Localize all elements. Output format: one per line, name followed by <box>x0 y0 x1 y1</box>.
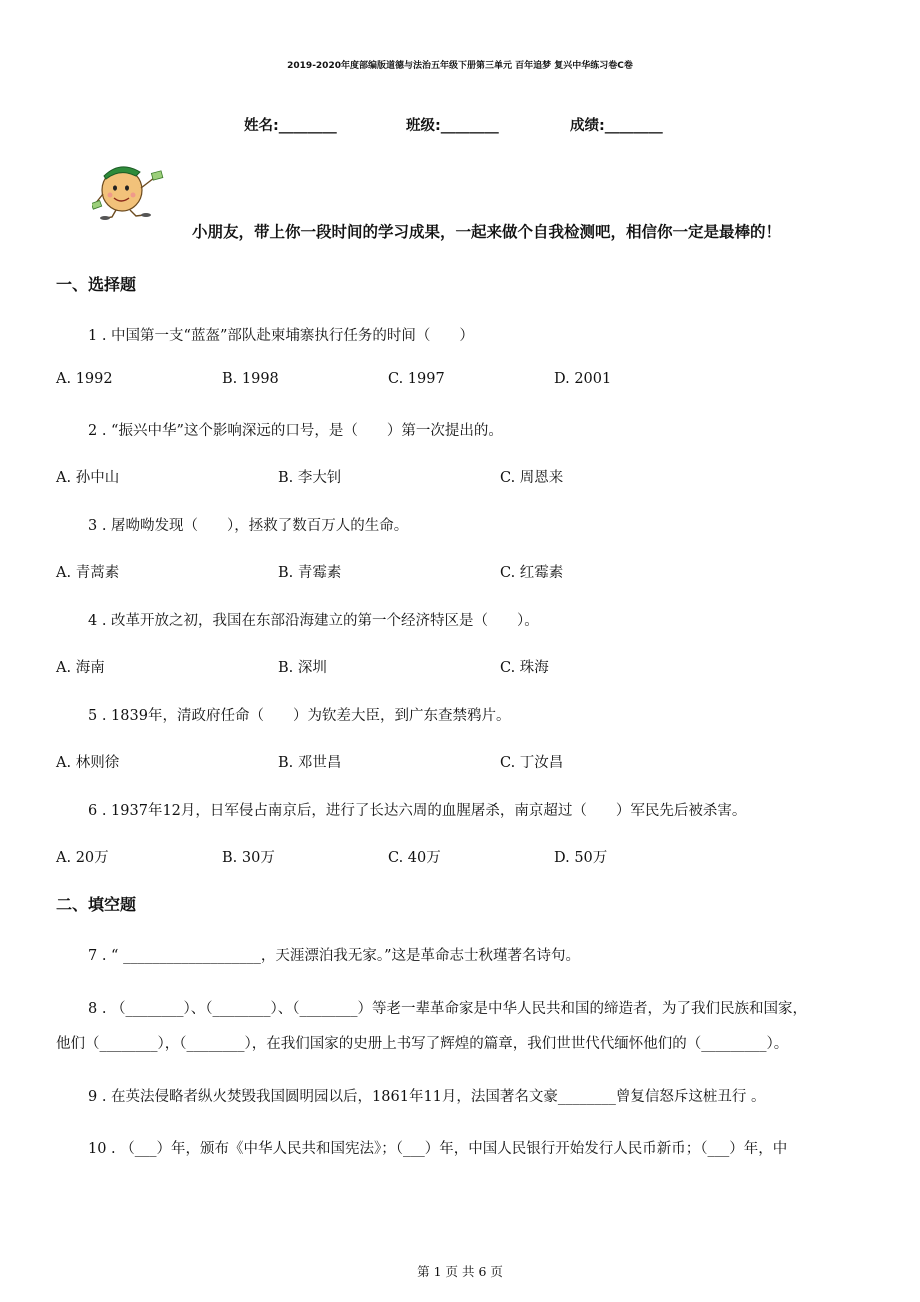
section-choice-heading: 一、选择题 <box>56 275 137 294</box>
option-c[interactable]: C. 珠海 <box>500 660 549 676</box>
question-5: 5 . 1839年，清政府任命（ ）为钦差大臣，到广东查禁鸦片。 <box>88 708 511 724</box>
page-title: 2019-2020年度部编版道德与法治五年级下册第三单元 百年追梦 复兴中华练习卷C卷 <box>287 61 633 71</box>
option-a[interactable]: A. 20万 <box>56 850 109 866</box>
score-field[interactable]: 成绩:________ <box>570 118 663 134</box>
encouragement-text: 小朋友，带上你一段时间的学习成果，一起来做个自我检测吧，相信你一定是最棒的！ <box>192 223 782 241</box>
option-d[interactable]: D. 50万 <box>554 850 608 866</box>
option-c[interactable]: C. 周恩来 <box>500 470 564 486</box>
option-b[interactable]: B. 30万 <box>222 850 275 866</box>
question-2: 2 . “振兴中华”这个影响深远的口号，是（ ）第一次提出的。 <box>88 423 503 439</box>
page-footer: 第 1 页 共 6 页 <box>417 1264 503 1279</box>
option-c[interactable]: C. 丁汝昌 <box>500 755 564 771</box>
option-b[interactable]: B. 邓世昌 <box>278 755 342 771</box>
name-field[interactable]: 姓名:________ <box>244 118 337 134</box>
option-c[interactable]: C. 1997 <box>388 371 445 387</box>
option-a[interactable]: A. 青蒿素 <box>56 565 120 581</box>
option-c[interactable]: C. 40万 <box>388 850 441 866</box>
question-8-line-2: 他们（________），（________），在我们国家的史册上书写了辉煌的篇章，我们世世代代缅怀他们的（_________）。 <box>56 1036 789 1052</box>
question-5-options <box>56 751 896 773</box>
question-6: 6 . 1937年12月，日军侵占南京后，进行了长达六周的血腥屠杀，南京超过（ ）军民先后被杀害。 <box>88 803 747 819</box>
option-b[interactable]: B. 李大钊 <box>278 470 342 486</box>
question-3: 3 . 屠呦呦发现（ ），拯救了数百万人的生命。 <box>88 518 409 534</box>
option-b[interactable]: B. 深圳 <box>278 660 327 676</box>
question-6-options <box>56 846 896 868</box>
option-a[interactable]: A. 孙中山 <box>56 470 120 486</box>
option-d[interactable]: D. 2001 <box>554 371 612 387</box>
option-c[interactable]: C. 红霉素 <box>500 565 564 581</box>
class-field[interactable]: 班级:________ <box>406 118 499 134</box>
question-10: 10 . （___）年，颁布《中华人民共和国宪法》；（___）年，中国人民银行开始发行人民币新币；（___）年，中 <box>88 1141 788 1157</box>
mascot-icon <box>92 158 168 220</box>
question-1: 1 . 中国第一支“蓝盔”部队赴柬埔寨执行任务的时间（ ） <box>88 328 474 344</box>
question-3-options <box>56 561 896 583</box>
question-7: 7 . “ ___________________，天涯漂泊我无家。”这是革命志士秋瑾著名诗句。 <box>88 948 580 964</box>
option-b[interactable]: B. 1998 <box>222 371 279 387</box>
option-a[interactable]: A. 海南 <box>56 660 105 676</box>
question-8-line-1: 8 . （________）、（________）、（________）等老一辈革命家是中华人民共和国的缔造者，为了我们民族和国家， <box>88 1001 808 1017</box>
section-fill-heading: 二、填空题 <box>56 895 137 914</box>
question-9: 9 . 在英法侵略者纵火焚毁我国圆明园以后，1861年11月，法国著名文豪________曾复信怒斥这桩丑行 。 <box>88 1089 766 1105</box>
question-2-options <box>56 466 896 488</box>
option-a[interactable]: A. 1992 <box>56 371 113 387</box>
question-1-options <box>56 371 896 393</box>
question-4-options <box>56 656 896 678</box>
option-b[interactable]: B. 青霉素 <box>278 565 342 581</box>
question-4: 4 . 改革开放之初，我国在东部沿海建立的第一个经济特区是（ ）。 <box>88 613 539 629</box>
option-a[interactable]: A. 林则徐 <box>56 755 120 771</box>
